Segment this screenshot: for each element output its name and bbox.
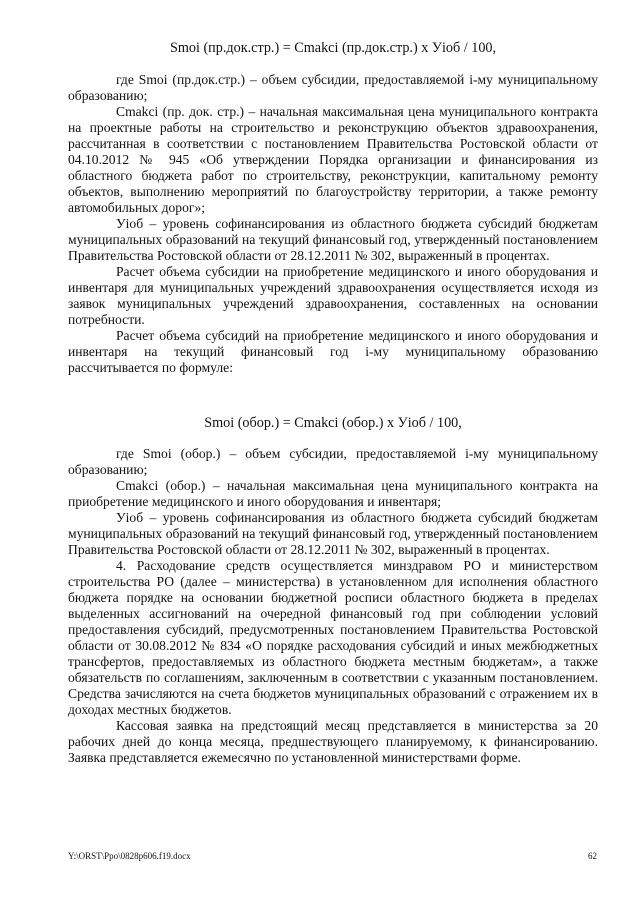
paragraph-uiob-definition: Уioб – уровень софинансирования из областного бюджета субсидий бюджетам муниципальных образований на текущий финансовый год, утвержденный постановлением Правительства Ростовской области от 28.12.2011 № 302, выраженный в процентах. (68, 216, 598, 263)
paragraph-equipment-formula-intro: Расчет объема субсидий на приобретение медицинского и иного оборудования и инвентаря на текущий финансовый год i-му муниципальному образованию рассчитывается по формуле: (68, 328, 598, 375)
paragraph-smoi-equipment-definition: где Smoi (обор.) – объем субсидии, предоставляемой i-му муниципальному образованию; (68, 446, 598, 477)
paragraph-uiob-equipment-definition: Уioб – уровень софинансирования из областного бюджета субсидий бюджетам муниципальных образований на текущий финансовый год, утвержденный постановлением Правительства Ростовской области от 28.12.2011 № 302, выраженный в процентах. (68, 510, 598, 557)
footer-file-path: Y:\ORST\Ppo\0828p606.f19.docx (68, 851, 191, 861)
text-block-design-works (68, 72, 598, 376)
paragraph-smoi-definition: где Smoi (пр.док.стр.) – объем субсидии, предоставляемой i-му муниципальному образованию; (68, 72, 598, 103)
paragraph-cmakci-equipment-definition: Cmakci (обор.) – начальная максимальная цена муниципального контракта на приобретение медицинского и иного оборудования и инвентаря; (68, 478, 598, 509)
paragraph-cash-request: Кассовая заявка на предстоящий месяц представляется в министерства за 20 рабочих дней до конца месяца, предшествующего планируемому, к финансированию. Заявка представляется ежемесячно по установленной министерствами форме. (68, 718, 598, 765)
formula-design-works: Smoi (пр.док.стр.) = Cmakci (пр.док.стр.) х Уioб / 100, (169, 40, 497, 56)
paragraph-equipment-calculation: Расчет объема субсидии на приобретение медицинского и иного оборудования и инвентаря для муниципальных учреждений здравоохранения осуществляется исходя из заявок муниципальных учреждений здравоохранения, составленных на основании потребности. (68, 264, 598, 327)
formula-equipment: Smoi (обор.) = Cmakci (обор.) х Уioб / 100, (204, 415, 462, 431)
text-block-equipment (68, 446, 598, 766)
paragraph-funding-procedure: 4. Расходование средств осуществляется минздравом РО и министерством строительства РО (далее – министерства) в установленном для исполнения областного бюджета порядке на основании бюджетной росписи областного бюджета в пределах выделенных ассигнований на очередной финансовый год при соблюдении условий предоставления субсидий, предусмотренных постановлением Правительства Ростовской области от 30.08.2012 № 834 «О порядке расходования субсидий и иных межбюджетных трансфертов, предоставляемых из областного бюджета местным бюджетам», а также обязательств по соглашениям, заключенным в соответствии с указанным постановлением. Средства зачисляются на счета бюджетов муниципальных образований с отражением их в доходах местных бюджетов. (68, 558, 598, 717)
footer-page-number: 62 (588, 851, 597, 861)
paragraph-cmakci-definition: Cmakci (пр. док. стр.) – начальная максимальная цена муниципального контракта на проектные работы на строительство и реконструкцию объектов здравоохранения, рассчитанная в соответствии с постановлением Правительства Ростовской области от 04.10.2012 № 945 «Об утверждении Порядка организации и финансирования из областного бюджета работ по строительству, реконструкции, капитальному ремонту объектов, выполнению мероприятий по благоустройству территории, а также ремонту автомобильных дорог»; (68, 104, 598, 215)
